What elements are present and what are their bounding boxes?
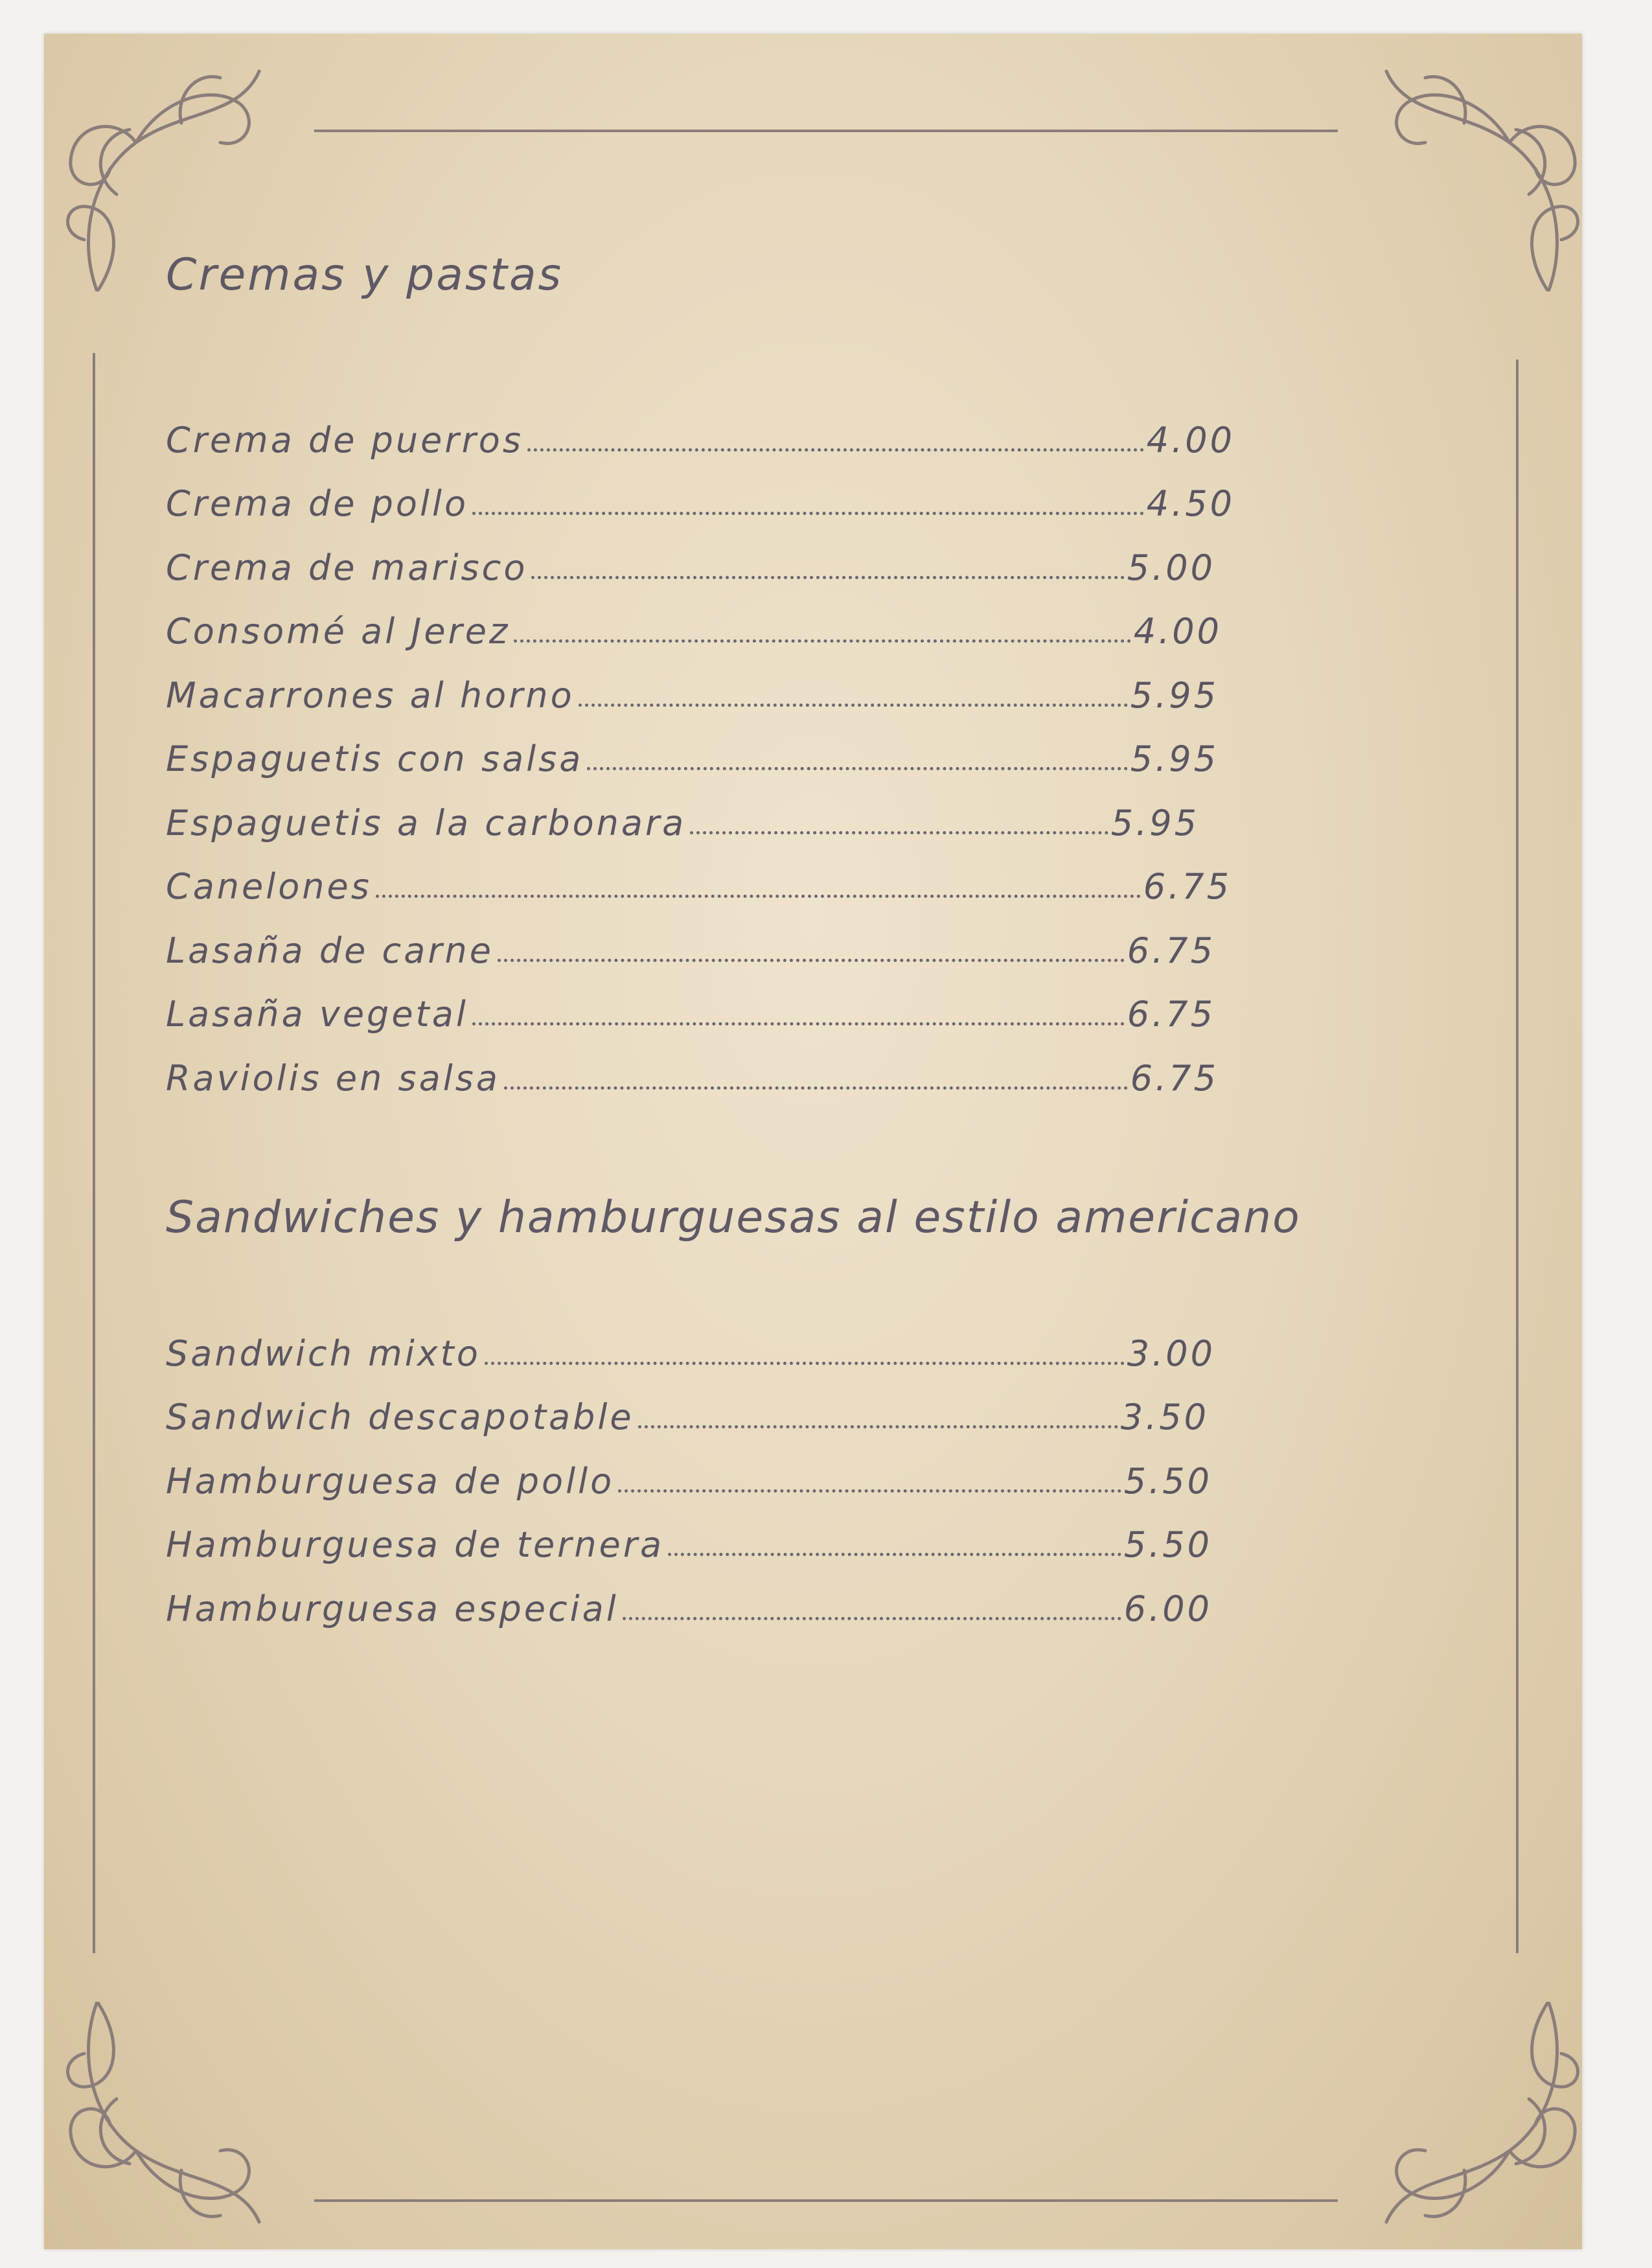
- dot-leader: [485, 1362, 1125, 1365]
- menu-item: [166, 1310, 1215, 1374]
- left-rule: [93, 353, 95, 1953]
- item-name: Espaguetis con salsa: [166, 739, 584, 779]
- item-name: Sandwich mixto: [166, 1333, 481, 1374]
- flourish-corner-icon: [52, 2002, 266, 2235]
- item-name: Crema de pollo: [166, 483, 469, 524]
- dot-leader: [472, 1022, 1125, 1025]
- item-price: 6.75: [1127, 930, 1215, 971]
- menu-item: [166, 907, 1215, 971]
- dot-leader: [504, 1086, 1128, 1090]
- item-name: Hamburguesa de pollo: [166, 1460, 615, 1502]
- dot-leader: [514, 639, 1130, 643]
- item-price: 3.50: [1120, 1397, 1209, 1438]
- item-price: 6.00: [1123, 1588, 1212, 1629]
- dot-leader: [623, 1617, 1121, 1620]
- item-price: 4.50: [1146, 483, 1235, 524]
- item-name: Consomé al Jerez: [166, 611, 511, 652]
- item-name: Canelones: [166, 866, 372, 907]
- item-name: Crema de puerros: [166, 419, 523, 461]
- item-price: 5.95: [1110, 802, 1199, 843]
- menu-item: [166, 1502, 1212, 1566]
- menu-item: [166, 1565, 1212, 1629]
- menu-item: [166, 843, 1232, 908]
- menu-list: [166, 396, 1235, 1099]
- dot-leader: [472, 512, 1144, 515]
- item-price: 3.00: [1127, 1333, 1215, 1374]
- menu-item: [166, 716, 1219, 780]
- item-price: 5.50: [1123, 1460, 1212, 1502]
- item-name: Raviolis en salsa: [166, 1057, 500, 1099]
- dot-leader: [531, 576, 1124, 579]
- menu-item: [166, 524, 1215, 588]
- item-name: Hamburguesa de ternera: [166, 1524, 665, 1565]
- item-name: Espaguetis a la carbonara: [166, 802, 687, 843]
- menu-item: [166, 1438, 1212, 1502]
- dot-leader: [638, 1425, 1118, 1428]
- dot-leader: [376, 895, 1141, 898]
- item-price: 4.00: [1133, 611, 1222, 652]
- item-price: 6.75: [1143, 866, 1232, 907]
- dot-leader: [668, 1553, 1121, 1556]
- item-price: 6.75: [1130, 1057, 1219, 1099]
- dot-leader: [579, 704, 1128, 707]
- item-price: 4.00: [1146, 419, 1235, 461]
- item-price: 5.00: [1127, 547, 1215, 588]
- section-title: Cremas y pastas: [166, 249, 564, 301]
- flourish-corner-icon: [1380, 2002, 1594, 2235]
- item-price: 5.50: [1123, 1524, 1212, 1565]
- item-name: Hamburguesa especial: [166, 1588, 619, 1629]
- right-rule: [1516, 360, 1519, 1953]
- dot-leader: [618, 1489, 1121, 1493]
- bottom-rule: [314, 2199, 1338, 2202]
- flourish-corner-icon: [1380, 58, 1594, 292]
- menu-item: [166, 971, 1215, 1035]
- dot-leader: [498, 959, 1125, 962]
- menu-item: [166, 588, 1222, 652]
- menu-list: [166, 1310, 1215, 1629]
- menu-item: [166, 652, 1219, 716]
- dot-leader: [587, 767, 1127, 770]
- item-price: 6.75: [1127, 994, 1215, 1035]
- menu-item: [166, 1374, 1209, 1438]
- item-price: 5.95: [1130, 674, 1219, 716]
- item-name: Crema de marisco: [166, 547, 528, 588]
- menu-item: [166, 779, 1199, 843]
- dot-leader: [527, 448, 1144, 452]
- menu-page: [44, 34, 1582, 2249]
- section-title: Sandwiches y hamburguesas al estilo americano: [166, 1192, 1301, 1243]
- item-name: Sandwich descapotable: [166, 1397, 634, 1438]
- item-name: Macarrones al horno: [166, 674, 575, 716]
- menu-item: [166, 396, 1235, 461]
- item-price: 5.95: [1130, 739, 1219, 779]
- item-name: Lasaña de carne: [166, 930, 494, 971]
- dot-leader: [690, 831, 1108, 834]
- top-rule: [314, 130, 1338, 132]
- menu-item: [166, 461, 1235, 525]
- menu-item: [166, 1035, 1219, 1099]
- item-name: Lasaña vegetal: [166, 994, 468, 1035]
